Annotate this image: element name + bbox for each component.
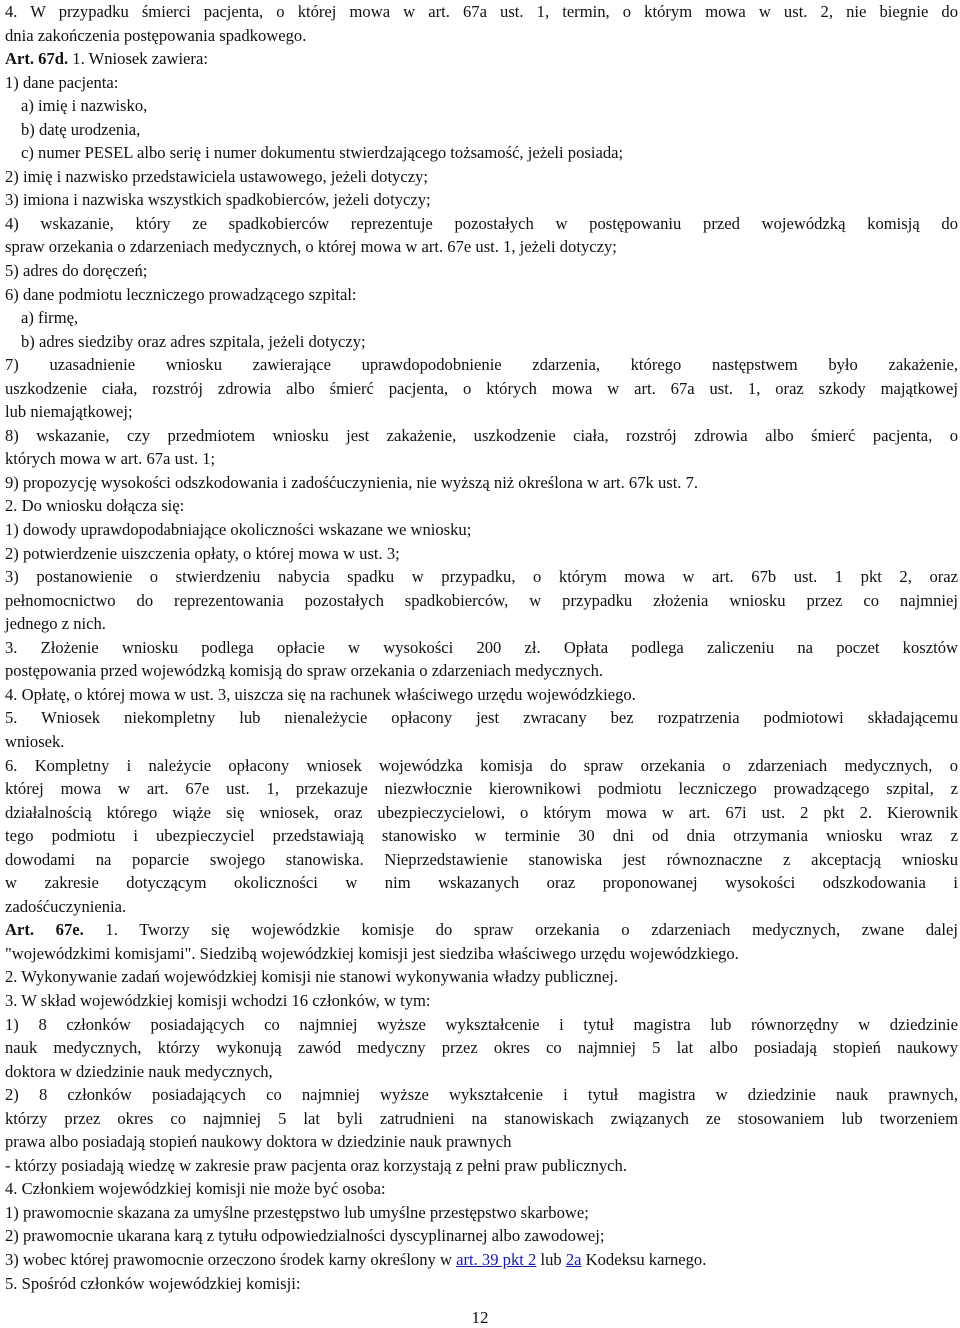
text-line: [5, 400, 958, 424]
line-text: 6. Kompletny i należycie opłacony wniosek wojewódzka komisja do spraw orzekania o zdarzeniach medycznych, o: [5, 755, 958, 775]
line-text: 1) 8 członków posiadających co najmniej wyższe wykształcenie i tytuł magistra lub równorzędny w dziedzinie: [5, 1014, 958, 1034]
text-line: [5, 542, 958, 566]
line-text: 4. Opłatę, o której mowa w ust. 3, uiszcza się na rachunek właściwego urzędu wojewódzkiego.: [5, 684, 636, 704]
text-line: [5, 165, 958, 189]
line-text: 2) 8 członków posiadających co najmniej wyższe wykształcenie i tytuł magistra w dziedzinie nauk prawnych,: [5, 1085, 958, 1105]
line-text: b) datę urodzenia,: [21, 119, 141, 139]
line-text: 2. Wykonywanie zadań wojewódzkiej komisji nie stanowi wykonywania władzy publicznej.: [5, 967, 618, 987]
text-line: [5, 1201, 958, 1225]
text-line: [5, 1036, 958, 1060]
line-text: 4. Członkiem wojewódzkiej komisji nie może być osoba:: [5, 1179, 386, 1199]
line-text: 1) dane pacjenta:: [5, 72, 119, 92]
line-text: lub niemajątkowej;: [5, 402, 133, 422]
line-text: prawa albo posiadają stopień naukowy doktora w dziedzinie nauk prawnych: [5, 1132, 512, 1152]
text-line: [5, 24, 958, 48]
line-text: wniosek.: [5, 731, 65, 751]
text-line: [5, 871, 958, 895]
line-text: 6) dane podmiotu leczniczego prowadzącego szpital:: [5, 284, 357, 304]
text-line: [5, 848, 958, 872]
line-text: nauk medycznych, którzy wykonują zawód medyczny przez okres co najmniej 5 lat albo posiadają stopień naukowy: [5, 1038, 958, 1058]
text-line: [5, 306, 958, 330]
line-text: 1. Tworzy się wojewódzkie komisje do spraw orzekania o zdarzeniach medycznych, zwane dalej: [83, 920, 958, 940]
line-text: 3) postanowienie o stwierdzeniu nabycia spadku w przypadku, o którym mowa w art. 67b ust. 1 pkt 2, oraz: [5, 567, 958, 587]
text-line: [5, 259, 958, 283]
line-text: a) imię i nazwisko,: [21, 96, 148, 116]
text-line: [5, 824, 958, 848]
line-text: 1) prawomocnie skazana za umyślne przestępstwo lub umyślne przestępstwo skarbowe;: [5, 1202, 589, 1222]
text-line: [5, 118, 958, 142]
text-line: [5, 447, 958, 471]
line-text: jednego z nich.: [5, 614, 106, 634]
line-text: "wojewódzkimi komisjami". Siedzibą wojewódzkiej komisji jest siedziba właściwego urzędu wojewódzkiego.: [5, 943, 739, 963]
line-text: postępowania przed wojewódzką komisją do spraw orzekania o zdarzeniach medycznych.: [5, 661, 604, 681]
text-line: [5, 612, 958, 636]
line-text: pełnomocnictwo do reprezentowania pozostałych spadkobierców, w przypadku złożenia wniosku przez co najmniej: [5, 590, 958, 610]
text-line: [5, 353, 958, 377]
text-line: [5, 494, 958, 518]
line-text: 2. Do wniosku dołącza się:: [5, 496, 185, 516]
line-text: b) adres siedziby oraz adres szpitala, jeżeli dotyczy;: [21, 331, 366, 351]
line-text: 2) prawomocnie ukarana karą z tytułu odpowiedzialności dyscyplinarnej albo zawodowej;: [5, 1226, 605, 1246]
line-text: doktora w dziedzinie nauk medycznych,: [5, 1061, 273, 1081]
text-line: [5, 636, 958, 660]
text-line: [5, 330, 958, 354]
line-text: lub: [536, 1249, 566, 1269]
text-line: [5, 965, 958, 989]
line-text: 1. Wniosek zawiera:: [68, 49, 208, 69]
text-line: [5, 377, 958, 401]
law-link[interactable]: 2a: [565, 1249, 582, 1269]
line-text: 4) wskazanie, który ze spadkobierców reprezentuje pozostałych w postępowaniu przed wojewódzką komisją do: [5, 213, 958, 233]
text-line: [5, 1177, 958, 1201]
line-text: 5) adres do doręczeń;: [5, 261, 148, 281]
line-text: dowodami na poparcie swojego stanowiska. Nieprzedstawienie stanowiska jest równoznaczne z akceptacją wniosku: [5, 849, 958, 869]
line-text: 5. Spośród członków wojewódzkiej komisji:: [5, 1273, 301, 1293]
line-text: których mowa w art. 67a ust. 1;: [5, 449, 216, 469]
line-text: 9) propozycję wysokości odszkodowania i zadośćuczynienia, nie wyższą niż określona w art. 67k ust. 7.: [5, 472, 699, 492]
article-heading: Art. 67d.: [5, 49, 69, 69]
text-line: [5, 683, 958, 707]
line-text: której mowa w art. 67e ust. 1, przekazuje niezwłocznie kierownikowi podmiotu leczniczego prowadzącego szpital, z: [5, 779, 958, 799]
text-line: [5, 235, 958, 259]
text-line: [5, 188, 958, 212]
text-line: [5, 895, 958, 919]
text-line: [5, 1060, 958, 1084]
text-line: [5, 1107, 958, 1131]
line-text: Kodeksu karnego.: [581, 1249, 707, 1269]
text-line: [5, 0, 958, 24]
text-line: [5, 94, 958, 118]
line-text: 1) dowody uprawdopodabniające okoliczności wskazane we wniosku;: [5, 520, 472, 540]
line-text: uszkodzenie ciała, rozstrój zdrowia albo śmierć pacjenta, o których mowa w art. 67a ust. 1, oraz szkody majątkowej: [5, 378, 958, 398]
line-text: 2) imię i nazwisko przedstawiciela ustawowego, jeżeli dotyczy;: [5, 166, 428, 186]
text-line: [5, 754, 958, 778]
text-line: [5, 589, 958, 613]
line-text: 3. Złożenie wniosku podlega opłacie w wysokości 200 zł. Opłata podlega zaliczeniu na poczet kosztów: [5, 637, 958, 657]
text-line: [5, 1130, 958, 1154]
text-line: [5, 1154, 958, 1178]
text-line: [5, 777, 958, 801]
text-line: [5, 659, 958, 683]
text-line: [5, 989, 958, 1013]
text-line: [5, 141, 958, 165]
line-text: zadośćuczynienia.: [5, 896, 127, 916]
text-line: [5, 212, 958, 236]
text-line: [5, 47, 958, 71]
text-line: [5, 801, 958, 825]
line-text: 4. W przypadku śmierci pacjenta, o której mowa w art. 67a ust. 1, termin, o którym mowa w ust. 2, nie biegnie do: [5, 2, 958, 21]
line-text: którzy przez okres co najmniej 5 lat byli zatrudnieni na stanowiskach związanych ze stosowaniem lub tworzeniem: [5, 1108, 958, 1128]
text-line: [5, 942, 958, 966]
line-text: w zakresie dotyczącym okoliczności w nim wskazanych oraz proponowanej wysokości odszkodowania i: [5, 873, 958, 893]
line-text: c) numer PESEL albo serię i numer dokumentu stwierdzającego tożsamość, jeżeli posiada;: [21, 143, 624, 163]
line-text: 3) imiona i nazwiska wszystkich spadkobierców, jeżeli dotyczy;: [5, 190, 431, 210]
line-text: działalnością którego wiąże się wniosek, oraz ubezpieczycielowi, o którym mowa w art. 67i ust. 2 pkt 2. Kierownik: [5, 802, 958, 822]
line-text: a) firmę,: [21, 308, 79, 328]
text-line: [5, 918, 958, 942]
text-line: [5, 730, 958, 754]
text-line: [5, 706, 958, 730]
text-line: [5, 283, 958, 307]
line-text: 2) potwierdzenie uiszczenia opłaty, o której mowa w ust. 3;: [5, 543, 400, 563]
document-page: [5, 0, 958, 1295]
law-link[interactable]: art. 39 pkt 2: [456, 1249, 537, 1269]
line-text: - którzy posiadają wiedzę w zakresie praw pacjenta oraz korzystają z pełni praw publicznych.: [5, 1155, 627, 1175]
text-line: [5, 1272, 958, 1296]
text-line: [5, 71, 958, 95]
line-text: 7) uzasadnienie wniosku zawierające uprawdopodobnienie zdarzenia, którego następstwem było zakażenie,: [5, 355, 958, 375]
article-heading: Art. 67e.: [5, 920, 84, 940]
line-text: spraw orzekania o zdarzeniach medycznych, o której mowa w art. 67e ust. 1, jeżeli dotyczy;: [5, 237, 617, 257]
text-line: [5, 1013, 958, 1037]
line-text: tego podmiotu i ubezpieczyciel przedstawiają stanowisko w terminie 30 dni od dnia otrzymania wniosku wraz z: [5, 826, 958, 846]
line-text: 3) wobec której prawomocnie orzeczono środek karny określony w: [5, 1249, 457, 1269]
line-text: 3. W skład wojewódzkiej komisji wchodzi 16 członków, w tym:: [5, 990, 431, 1010]
line-text: 8) wskazanie, czy przedmiotem wniosku jest zakażenie, uszkodzenie ciała, rozstrój zdrowia albo śmierć pacjenta, o: [5, 425, 958, 445]
line-text: dnia zakończenia postępowania spadkowego.: [5, 25, 307, 45]
text-line: [5, 1224, 958, 1248]
page-number: 12: [471, 1308, 489, 1327]
line-text: 5. Wniosek niekompletny lub nienależycie opłacony jest zwracany bez rozpatrzenia podmiotowi składającemu: [5, 708, 958, 728]
text-line: [5, 1248, 958, 1272]
text-line: [5, 565, 958, 589]
text-line: [5, 518, 958, 542]
text-line: [5, 471, 958, 495]
text-line: [5, 1083, 958, 1107]
text-line: [5, 424, 958, 448]
